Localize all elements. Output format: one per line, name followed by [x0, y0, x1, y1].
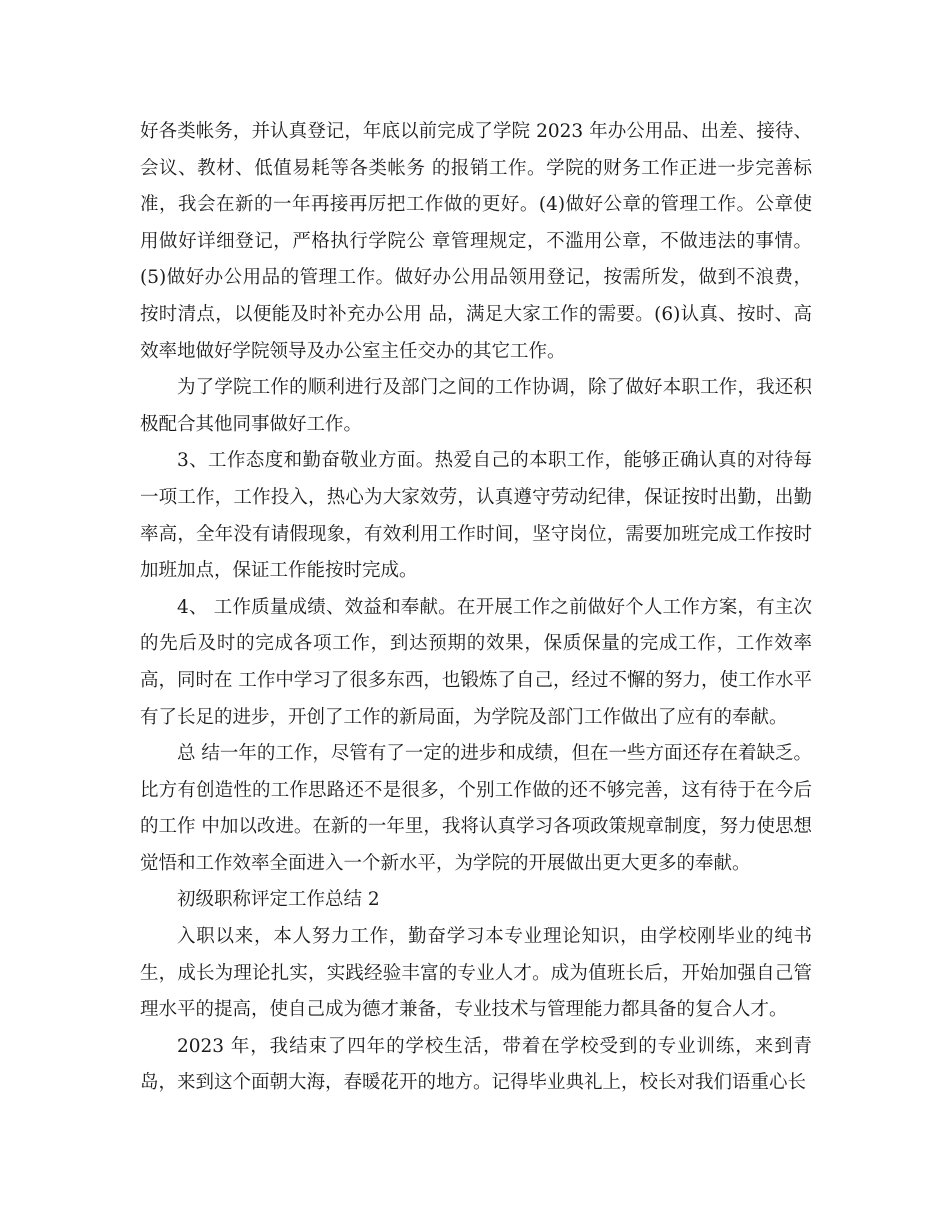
document-body [140, 114, 812, 1102]
paragraph-work-attitude: 3、工作态度和勤奋敬业方面。热爱自己的本职工作，能够正确认真的对待每一项工作，工作投入，热心为大家效劳，认真遵守劳动纪律，保证按时出勤，出勤率高，全年没有请假现象，有效利用工作时间，坚守岗位，需要加班完成工作按时加班加点，保证工作能按时完成。 [140, 450, 812, 582]
paragraph-continued: 好各类帐务，并认真登记，年底以前完成了学院 2023 年办公用品、出差、接待、会议、教材、低值易耗等各类帐务 的报销工作。学院的财务工作正进一步完善标准，我会在新的一年再接再厉把工作做的更好。(4)做好公章的管理工作。公章使用做好详细登记，严格执行学院公 章管理规定，不滥用公章，不做违法的事情。(5)做好办公用品的管理工作。做好办公用品领用登记，按需所发，做到不浪费，按时清点，以便能及时补充办公用 品，满足大家工作的需要。(6)认真、按时、高效率地做好学院领导及办公室主任交办的其它工作。 [140, 121, 812, 362]
paragraph-summary: 总 结一年的工作，尽管有了一定的进步和成绩，但在一些方面还存在着缺乏。比方有创造性的工作思路还不是很多，个别工作做的还不够完善，这有待于在今后的工作 中加以改进。在新的一年里，我将认真学习各项政策规章制度，努力使思想觉悟和工作效率全面进入一个新水平，为学院的开展做出更大更多的奉献。 [140, 743, 812, 874]
paragraph-cooperation: 为了学院工作的顺利进行及部门之间的工作协调，除了做好本职工作，我还积极配合其他同事做好工作。 [140, 377, 812, 435]
paragraph-graduation: 2023 年，我结束了四年的学校生活，带着在学校受到的专业训练，来到青岛，来到这个面朝大海，春暖花开的地方。记得毕业典礼上，校长对我们语重心长 [140, 1035, 812, 1094]
section-heading: 初级职称评定工作总结 2 [177, 889, 380, 911]
paragraph-since-joining: 入职以来，本人努力工作，勤奋学习本专业理论知识，由学校刚毕业的纯书生，成长为理论扎实，实践经验丰富的专业人才。成为值班长后，开始加强自己管理水平的提高，使自己成为德才兼备，专业技术与管理能力都具备的复合人才。 [140, 926, 812, 1021]
paragraph-work-quality: 4、 工作质量成绩、效益和奉献。在开展工作之前做好个人工作方案，有主次的先后及时的完成各项工作，到达预期的效果，保质保量的完成工作，工作效率高，同时在 工作中学习了很多东西，也锻炼了自己，经过不懈的努力，使工作水平有了长足的进步，开创了工作的新局面，为学院及部门工作做出了应有的奉献。 [140, 596, 812, 728]
